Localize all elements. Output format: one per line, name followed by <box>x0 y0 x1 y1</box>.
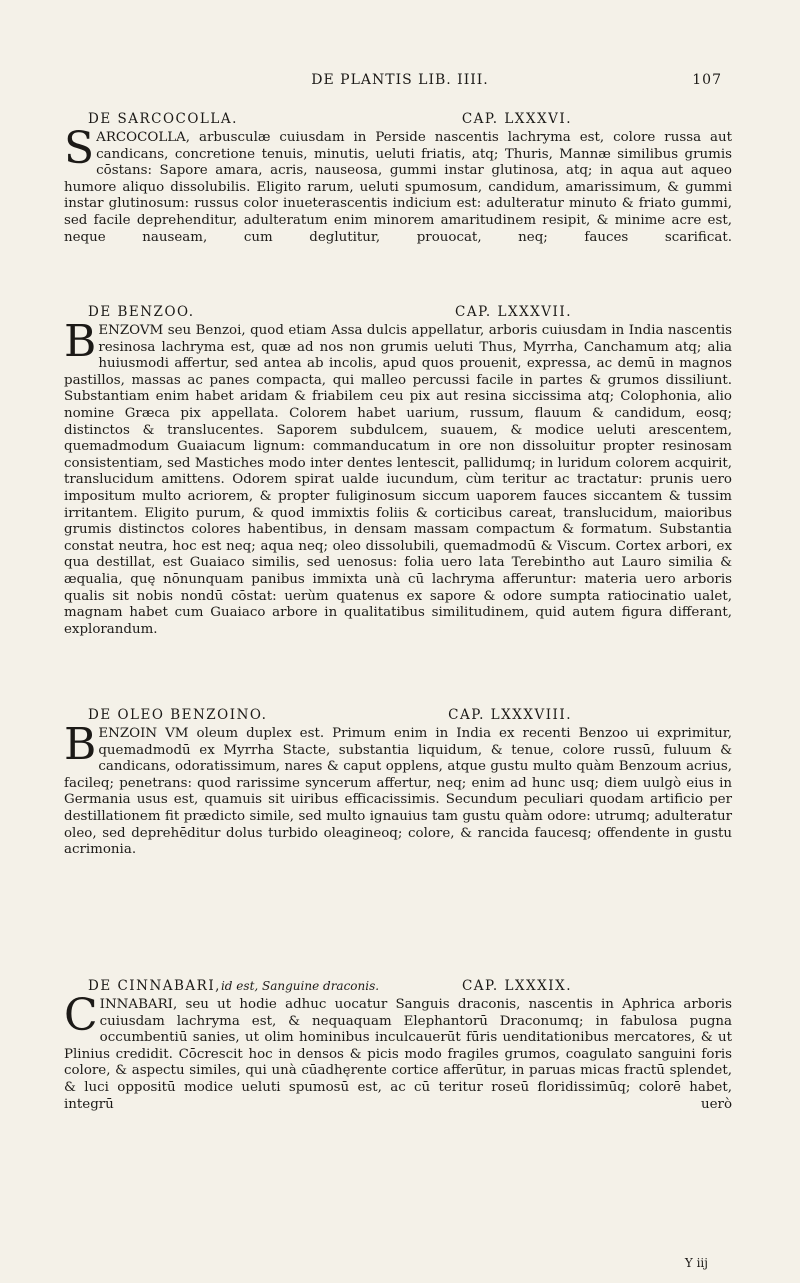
drop-cap: S <box>64 123 95 174</box>
chapter-title <box>64 975 379 997</box>
chapter-number: CAP. LXXXIX. <box>461 978 572 994</box>
chapter-heading <box>64 108 732 130</box>
chapter-number: CAP. LXXXVIII. <box>448 707 572 723</box>
chapter-heading <box>64 975 732 997</box>
chapter-heading <box>64 301 732 323</box>
chapter-body <box>64 990 732 1130</box>
chapter-text: ARCOCOLLA, arbusculæ cuiusdam in Perside nascentis lachryma est, colore russa aut candicans, concretione tenuis, minutis, ueluti friatis, atq; Thuris, Mannæ similibus grumis cōstans: Sapore amara, acris, nauseosa, gummi instar glutinosa, atq; in aqua aut aqueo humore aliquo dissolubilis. Eligito rarum, ueluti spumosum, candidum, amarissimum, & gummi instar glutinosum: russus color inueterascentis indicium est: adulteratur minuto & friato gummi, sed facile deprehenditur, adulteratum enim minorem amaritudinem resipit, & minime acre est, neque nauseam, cum deglutitur, prouocat, neq; fauces scarificat. <box>64 130 732 245</box>
chapter-text: INNABARI, seu ut hodie adhuc uocatur Sanguis draconis, nascentis in Aphrica arboris cuiusdam lachryma est, & nequaquam Elephantorū Draconumq; in fabulosa pugna occumbentiū sanies, ut olim hominibus inculcauerūt fūris uenditationibus mercatores, & ut Plinius credidit. Cōcrescit hoc in densos & picis modo fragiles grumos, coagulato sanguini foris colore, & aspectu similes, qui unà cūadhęrente cortice afferūtur, in paruas micas fractū splendet, & luci oppositū modice ueluti spumosū est, ac cū teritur roseū floridissimūq; colorē habet, integrū uerò <box>64 997 732 1112</box>
folio-number: 107 <box>692 72 722 88</box>
chapter-oleo-benzoino <box>64 704 732 875</box>
chapter-sarcocolla <box>64 108 732 263</box>
chapter-body <box>64 719 732 875</box>
chapter-title: DE SARCOCOLLA. <box>88 111 238 127</box>
catchword-signature: Y iij <box>684 1256 708 1270</box>
chapter-title-italic: id est, Sanguine draconis. <box>220 979 380 993</box>
chapter-title: DE OLEO BENZOINO. <box>88 707 268 723</box>
chapter-cinnabari <box>64 975 732 1130</box>
chapter-number: CAP. LXXXVII. <box>454 304 572 320</box>
chapter-body <box>64 123 732 263</box>
drop-cap: B <box>64 719 97 770</box>
chapter-body <box>64 316 732 655</box>
chapter-heading <box>64 704 732 726</box>
running-head-title: DE PLANTIS LIB. IIII. <box>311 72 489 88</box>
chapter-number: CAP. LXXXVI. <box>461 111 572 127</box>
chapter-text: ENZOIN VM oleum duplex est. Primum enim in India ex recenti Benzoo ui exprimitur, quemadmodū ex Myrrha Stacte, substantia liquidum, & tenue, colore russū, fuluum & candicans, odoratissimum, nares & caput opplens, atque gustu multo quàm Benzoum acrius, facileq; penetrans: quod rarissime syncerum affertur, neq; enim ad hunc usq; diem uulgò eius in Germania usus est, quamuis sit uiribus efficacissimis. Secundum peculiari quodam artificio per destillationem fit prædicto simile, sed multo ignauius tam gustu quàm odore: utrumq; adulteratur oleo, sed deprehēditur dolus turbido oleagineoq; colore, & rancida faucesq; offendente in gustu acrimonia. <box>64 726 732 858</box>
chapter-benzoo <box>64 301 732 655</box>
chapter-title: DE BENZOO. <box>88 304 195 320</box>
chapter-text: ENZOVM seu Benzoi, quod etiam Assa dulcis appellatur, arboris cuiusdam in India nascentis resinosa lachryma est, quæ ad nos non grumis ueluti Thus, Myrrha, Canchamum atq; alia huiusmodi affertur, sed antea ab incolis, apud quos prouenit, expressa, ac demū in magnos pastillos, massas ac panes compacta, qui malleo percussi facile in partes & grumos dissiliunt. Substantiam enim habet aridam & friabilem ceu pix aut resina siccissima atq; Colophonia, alio nomine Græca pix appellata. Colorem habet uarium, russum, flauum & candidum, eosq; distinctos & translucentes. Saporem subdulcem, suauem, & modice ueluti arescentem, quemadmodum Guaiacum lignum: commanducatum in ore non dissoluitur propter resinosam consistentiam, sed Mastiches modo inter dentes lentescit, pallidumq; in luridum colorem acquirit, translucidum amittens. Odorem spirat ualde iucundum, cùm teritur ac tractatur: prunis uero impositum multo acriorem, & propter fuliginosum siccum uaporem fauces siccantem & tussim irritantem. Eligito purum, & quod immixtis foliis & corticibus careat, translucidum, maioribus grumis distinctos colores habentibus, in densam massam compactum & formatum. Substantia constat neutra, hoc est neq; aqua neq; oleo dissolubili, quemadmodū & Viscum. Cortex arbori, ex qua destillat, est Guaiaco similis, sed uenosus: folia uero lata Terebintho aut Lauro similia & æqualia, quę nōnunquam panibus immixta unà cū lachryma afferuntur: materia uero arboris qualis sit nobis nondū cōstat: uerùm quatenus ex sapore & odore sumpta ratiocinatio ualet, magnam habet cum Guaiaco arbore in qualitatibus similitudinem, quid autem figura differant, explorandum. <box>64 323 732 637</box>
drop-cap: B <box>64 316 97 367</box>
drop-cap: C <box>64 990 98 1041</box>
chapter-title-main: DE CINNABARI, <box>88 978 221 994</box>
